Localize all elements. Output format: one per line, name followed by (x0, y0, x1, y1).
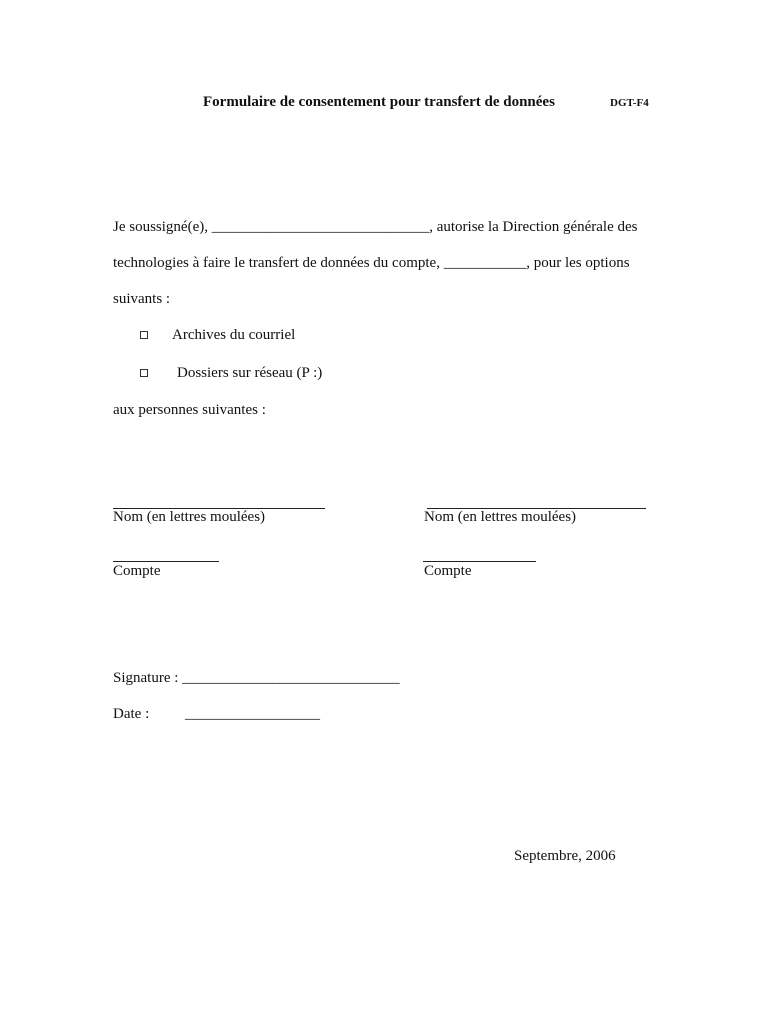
account-blank-field[interactable]: ___________ (443, 255, 527, 271)
signature-label: Signature : (113, 670, 179, 686)
option-email-archive-checkbox[interactable] (140, 331, 148, 339)
paragraph-line-1 (113, 220, 637, 235)
paragraph-line-1-end: , autorise la Direction générale des (429, 219, 638, 235)
paragraph-line-2-start: technologies à faire le transfert de données du compte, (113, 255, 444, 271)
signature-field[interactable]: _____________________________ (182, 670, 400, 686)
form-title: Formulaire de consentement pour transfert de données (203, 94, 555, 110)
paragraph-line-3: suivants : (113, 291, 171, 307)
option-network-folders-label: Dossiers sur réseau (P :) (177, 365, 323, 381)
paragraph-line-2 (113, 256, 630, 271)
recipient-1-name-label: Nom (en lettres moulées) (113, 509, 266, 525)
paragraph-line-1-start: Je soussigné(e), (113, 219, 212, 235)
recipient-1-account-line[interactable] (113, 561, 219, 562)
paragraph-line-2-end: , pour les options (526, 255, 630, 271)
date-field[interactable]: __________________ (185, 706, 320, 722)
footer-date: Septembre, 2006 (514, 848, 616, 864)
signature-row (113, 671, 400, 686)
recipient-2-account-line[interactable] (423, 561, 536, 562)
recipient-2-name-label: Nom (en lettres moulées) (424, 509, 577, 525)
recipients-intro: aux personnes suivantes : (113, 402, 266, 418)
form-code: DGT-F4 (610, 97, 649, 109)
date-label: Date : (113, 706, 150, 722)
option-email-archive-label: Archives du courriel (172, 327, 296, 343)
recipient-2-account-label: Compte (424, 563, 472, 579)
option-network-folders-checkbox[interactable] (140, 369, 148, 377)
name-blank-field[interactable]: _____________________________ (211, 219, 430, 235)
recipient-1-account-label: Compte (113, 563, 161, 579)
